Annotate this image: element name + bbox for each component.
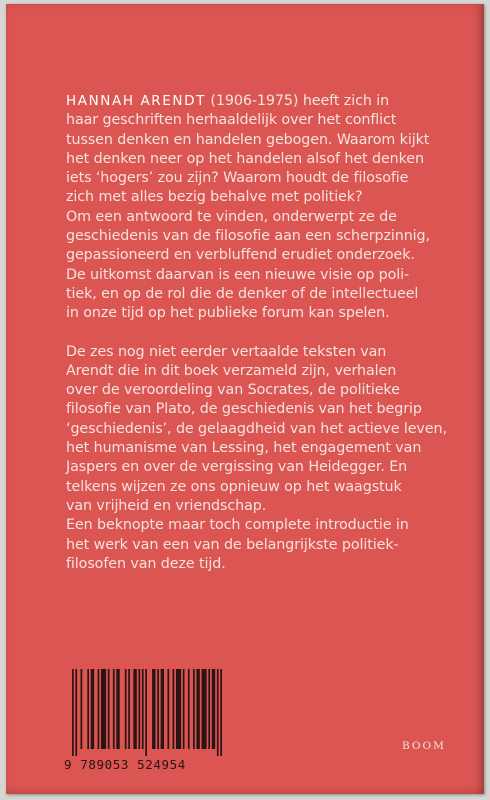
blurb-line: gepassioneerd en verbluffend erudiet onderzoek. xyxy=(66,247,415,264)
blurb-line: geschiedenis van de filosofie aan een scherpzinnig, xyxy=(66,228,430,245)
barcode-bar xyxy=(138,669,140,749)
blurb-line: het werk van een van de belangrijkste politiek- xyxy=(66,536,399,553)
barcode-bar xyxy=(81,669,83,749)
barcode-bar xyxy=(157,669,159,749)
barcode-bar xyxy=(113,669,115,749)
barcode-bar xyxy=(188,669,190,749)
barcode-bar xyxy=(220,669,222,756)
barcode xyxy=(64,669,234,773)
barcode-bar xyxy=(145,669,147,756)
isbn-number: 9 789053 524954 xyxy=(64,757,186,772)
barcode-bars xyxy=(72,669,222,756)
barcode-bar xyxy=(101,669,106,749)
barcode-bar xyxy=(208,669,210,749)
blurb-line: haar geschriften herhaaldelijk over het conflict xyxy=(66,112,397,129)
blurb-line-text: (1906-1975) heeft zich in xyxy=(205,93,390,109)
blurb-line: Jaspers en over de vergissing van Heidegger. En xyxy=(66,459,408,476)
barcode-bar xyxy=(183,669,185,749)
barcode-bar xyxy=(173,669,175,749)
barcode-bar xyxy=(202,669,207,749)
blurb-line: Arendt die in dit boek verzameld zijn, verhalen xyxy=(66,362,397,379)
blurb-line: zich met alles bezig behalve met politiek? xyxy=(66,189,363,206)
barcode-bar xyxy=(217,669,219,756)
blurb-line: tiek, en op de rol die de denker of de intellectueel xyxy=(66,285,419,302)
author-name: HANNAH ARENDT xyxy=(66,93,206,109)
blurb-line: telkens wijzen ze ons opnieuw op het waagstuk xyxy=(66,478,402,495)
barcode-bar xyxy=(142,669,144,749)
back-cover xyxy=(6,4,484,794)
barcode-bar xyxy=(176,669,181,749)
barcode-bar xyxy=(167,669,169,749)
blurb-text xyxy=(66,92,456,574)
blurb-paragraph-2 xyxy=(66,343,456,575)
blurb-line xyxy=(66,92,456,111)
barcode-bar xyxy=(72,669,74,756)
barcode-bar xyxy=(128,669,130,749)
blurb-line: Een beknopte maar toch complete introductie in xyxy=(66,517,409,534)
blurb-line: De zes nog niet eerder vertaalde teksten van xyxy=(66,343,387,360)
blurb-line: in onze tijd op het publieke forum kan spelen. xyxy=(66,305,390,322)
barcode-bar xyxy=(98,669,100,749)
barcode-bar xyxy=(87,669,89,749)
blurb-line: het humanisme van Lessing, het engagement van xyxy=(66,440,422,457)
barcode-bar xyxy=(108,669,110,749)
blurb-line: tussen denken en handelen gebogen. Waarom kijkt xyxy=(66,131,430,148)
blurb-line: over de veroordeling van Socrates, de politieke xyxy=(66,382,400,399)
barcode-bar xyxy=(116,669,119,749)
barcode-bar xyxy=(212,669,215,749)
cover-edge-shading xyxy=(476,4,484,794)
blurb-line: van vrijheid en vriendschap. xyxy=(66,497,267,514)
barcode-bar xyxy=(152,669,155,749)
barcode-bar xyxy=(161,669,164,749)
publisher-logo: BOOM xyxy=(402,740,446,752)
blurb-line: filosofen van deze tijd. xyxy=(66,555,226,572)
blurb-paragraph-1 xyxy=(66,92,456,324)
barcode-bar xyxy=(193,669,195,749)
blurb-line: iets ‘hogers’ zou zijn? Waarom houdt de filosofie xyxy=(66,170,409,187)
barcode-bar xyxy=(133,669,136,749)
barcode-bar xyxy=(196,669,199,749)
barcode-bar xyxy=(91,669,94,749)
barcode-bar xyxy=(125,669,127,749)
blurb-line: filosofie van Plato, de geschiedenis van het begrip xyxy=(66,401,422,418)
blurb-line: Om een antwoord te vinden, onderwerpt ze de xyxy=(66,208,397,225)
barcode-bar xyxy=(75,669,77,756)
blurb-line: ‘geschiedenis’, de gelaagdheid van het actieve leven, xyxy=(66,420,447,437)
blurb-line: De uitkomst daarvan is een nieuwe visie op poli- xyxy=(66,266,410,283)
blurb-line: het denken neer op het handelen alsof het denken xyxy=(66,150,424,167)
